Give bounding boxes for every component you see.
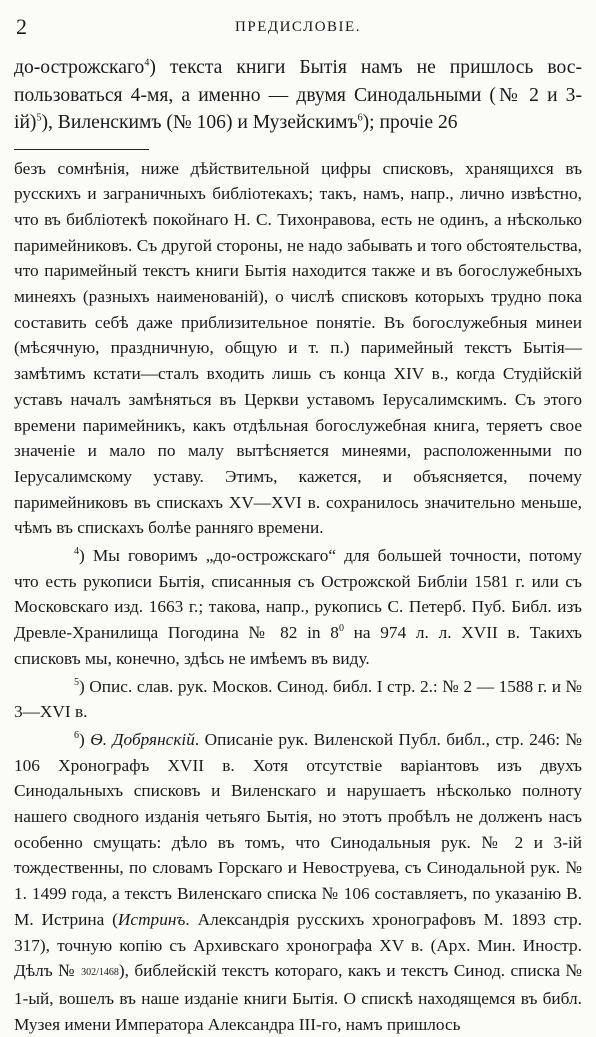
main-paragraph (14, 54, 582, 137)
author-name: Ѳ. Добрянскій (90, 730, 195, 749)
footnote-5 (14, 674, 582, 725)
main-text (14, 54, 582, 137)
footnote-ref-4: 4 (144, 57, 149, 68)
footnote-4 (14, 543, 582, 672)
book-page (0, 14, 596, 1010)
main-text-segment: ), Виленскимъ (№ 106) и Музейскимъ (41, 112, 357, 133)
page-header (14, 14, 582, 48)
archive-fraction: 302/1468 (81, 967, 119, 978)
footnote-text: . Александрія русскихъ хронографовъ М. 1893 стр. 317), точную копію съ Архивскаго хронографа XV в. (Арх. Мин. Иностр. Дѣлъ № (14, 910, 582, 980)
footnote-ref-5: 5 (36, 112, 41, 123)
main-text-segment: ) текста книги Бытія намъ не пришлось воспользоваться 4-мя, а именно — двумя Синодальными (№ 2 и 3-ій) (14, 57, 582, 133)
main-text-segment: до-острожскаго (14, 57, 144, 78)
footnote-continuation: безъ сомнѣнія, ниже дѣйствительной цифры списковъ, хранящихся въ русскихъ и заграничныхъ библіотекахъ; такъ, намъ, напр., лично извѣстно, что въ библіотекѣ покойнаго Н. С. Тихонравова, есть не одинъ, а нѣсколько паримейниковъ. Съ другой стороны, не надо забывать и того обстоятельства, что паримейный текстъ книги Бытія находится также и въ богослужебныхъ минеяхъ (разныхъ наименованій), о числѣ списковъ которыхъ трудно пока составить себѣ даже приблизительное понятіе. Въ богослужебныя минеи (мѣсячную, праздничную, общую и т. п.) паримейный текстъ Бытія—замѣтимъ кстати—сталъ входить лишь съ конца XIV в., когда Студійскій уставъ началъ замѣняться въ Церкви уставомъ Іерусалимскимъ. Съ этого времени паримейникъ, какъ отдѣльная богослужебная книга, теряетъ свое значеніе и мало по малу вытѣсняется минеями, расположенными по Іерусалимскому уставу. Этимъ, кажется, и объясняется, почему паримейниковъ въ спискахъ XV—XVI в. сохранилось значительно меньше, чѣмъ въ спискахъ болѣе ранняго времени. (14, 156, 582, 542)
istrin-ref: Истринъ (118, 910, 185, 929)
footnote-text: на 974 л. л. XVII в. Такихъ списковъ мы, конечно, здѣсь не имѣемъ въ виду. (14, 623, 582, 668)
footnote-ref-6: 6 (358, 112, 363, 123)
main-text-segment: ); прочіе 26 (363, 112, 458, 133)
footnote-text: . Описаніе рук. Виленской Публ. библ., стр. 246: № 106 Хронографъ XVII в. Хотя отсутствіе варіантовъ изъ двухъ Синодальныхъ списковъ и Виленскаго и нарушаетъ нѣсколько полноту нашего сводного изданія четьяго Бытія, но этотъ пробѣлъ не долженъ насъ особенно смущать: дѣло въ томъ, что Синодальныя рук. № 2 и 3-ій тождественны, по словамъ Горскаго и Невоструева, съ Синодальной рук. № 1. 1499 года, а текстъ Виленскаго списка № 106 составляетъ, по указанію В. М. Истрина ( (14, 730, 582, 929)
footnotes (14, 156, 582, 1037)
footnote-text: ) Опис. слав. рук. Москов. Синод. библ. I стр. 2.: № 2 — 1588 г. и № 3—XVI в. (14, 677, 582, 722)
footnote-text: ), библейскій текстъ котораго, какъ и текстъ Синод. списка № 1-ый, вошелъ въ наше изданіе книги Бытія. О спискѣ находящемся въ библ. Музея имени Императора Александра III-го, намъ пришлось (14, 961, 582, 1033)
footnote-6: $^6$) Ѳ. Добрянскій. Описаніе рук. Виленской Публ. библ., стр. 246: № 106 Хронографъ XVII в. Хотя отсутствіе варіантовъ изъ двухъ Синодальныхъ списковъ и Виленскаго и нарушаетъ нѣсколько полноту нашего сводного изданія четьяго Бытія, но этотъ пробѣлъ не долженъ насъ особенно смущать: дѣло въ томъ, что Синодальныя рук. № 2 и 3-ій тождественны, по словамъ Горскаго и Невоструева, съ Синодальной рук. № 1. 1499 года, а текстъ Виленскаго списка № 106 составляетъ, по указанію В. М. Истрина (Истринъ. Александрія русскихъ хронографовъ М. 1893 стр. 317), точную копію съ Архивскаго хронографа XV в. (Арх. Мин. Иностр. Дѣлъ № 302/1468), библейскій текстъ котораго, какъ и текстъ Синод. списка № 1-ый, вошелъ въ наше изданіе книги Бытія. О спискѣ находящемся въ библ. Музея имени Императора Александра III-го, намъ пришлось (14, 727, 582, 1037)
footnote-text: ) Мы говоримъ „до-острожскаго“ для большей точности, потому что есть рукописи Бытія, списанныя съ Острожской Библіи 1581 г. или съ Московскаго изд. 1663 г.; такова, напр., рукопись С. Петерб. Пуб. Библ. изъ Древле-Хранилища Погодина № 82 in 8 (14, 546, 582, 642)
page-number: 2 (16, 14, 27, 40)
footnote-separator (14, 149, 149, 150)
footnote-mark-6: 6 (74, 730, 79, 741)
running-title: ПРЕДИСЛОВІЕ. (14, 19, 582, 36)
octavo-sup: 0 (339, 623, 344, 634)
footnote-mark-5: 5 (74, 677, 79, 688)
footnote-mark-4: 4 (74, 546, 79, 557)
